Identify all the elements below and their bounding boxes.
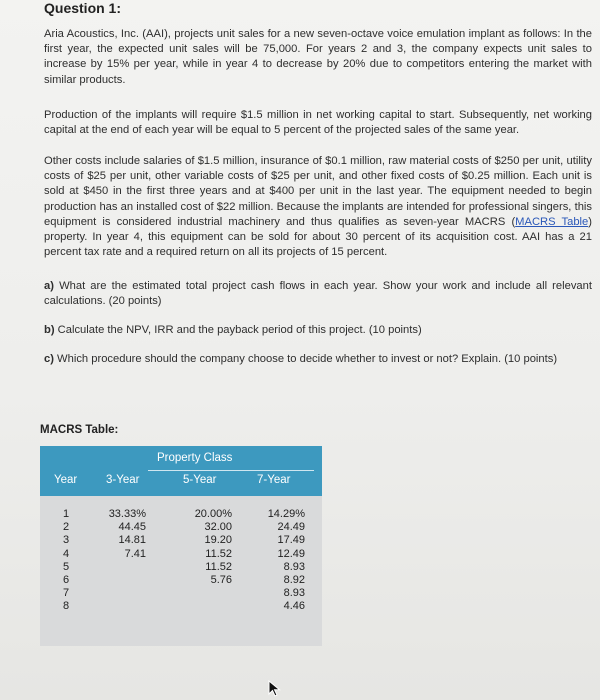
- table-cell: 5.76: [210, 574, 232, 587]
- seven-year-column-header: 7-Year: [257, 474, 291, 486]
- table-cell: 24.49: [277, 521, 305, 534]
- table-cell: 17.49: [277, 534, 305, 547]
- table-cell: 11.52: [205, 560, 232, 573]
- year-column: [60, 508, 72, 614]
- table-cell: 8.92: [283, 574, 305, 587]
- year-column-header: Year: [54, 474, 78, 486]
- table-cell: 2: [62, 521, 70, 534]
- table-cell: 14.29%: [267, 508, 305, 520]
- table-cell: 33.33%: [108, 508, 146, 520]
- five-year-column: [184, 508, 232, 587]
- table-cell: 11.52: [205, 547, 232, 560]
- table-cell: 6: [62, 574, 70, 587]
- table-cell: 3: [62, 534, 70, 547]
- three-year-column-header: 3-Year: [106, 474, 140, 486]
- table-cell: 5: [62, 560, 70, 573]
- paragraph-costs: [44, 154, 592, 260]
- five-year-column-header: 5-Year: [183, 474, 217, 486]
- table-cell: 14.81: [118, 534, 146, 547]
- table-cell: 44.45: [118, 521, 146, 534]
- paragraph-sales: Aria Acoustics, Inc. (AAI), projects unit sales for a new seven-octave voice emulation implant as follows: In the first year, the expected unit sales will be 75,000. For years 2 and 3, the company expects unit sales to increase by 15% per year, while in year 4 to decrease by 20% due to competitors entering the market with similar products.: [44, 28, 592, 86]
- table-cell: 4.46: [283, 600, 305, 613]
- macrs-table-label: MACRS Table:: [40, 424, 119, 436]
- question-title: Question 1:: [44, 0, 122, 16]
- paragraph-costs-text: Other costs include salaries of $1.5 million, insurance of $0.1 million, raw material costs of $250 per unit, utility costs of $25 per unit, other variable costs of $25 per unit, and other fixed costs of $0.25 million. Each unit is sold at $450 in the first three years and at $400 per unit in the last year. The equipment needed to begin production has an installed cost of $22 million. Because the implants are intended for professional singers, this equipment is considered industrial machinery and thus qualifies as seven-year MACRS (: [44, 155, 592, 228]
- table-cell: 7.41: [124, 547, 146, 560]
- table-cell: 4: [62, 547, 70, 560]
- question-c-text: Which procedure should the company choose to decide whether to invest or not? Explain. (10 points): [53, 353, 558, 365]
- macrs-table: [40, 446, 322, 646]
- paragraph-costs-text-end: ) property. In year 4, this equipment can be sold for about 30 percent of its acquisition cost. AAI has a 21 percent tax rate and a required return on all its projects of 15 percent.: [44, 215, 592, 259]
- question-c-label: c): [44, 353, 54, 365]
- table-cell: 1: [62, 508, 70, 520]
- table-cell: 7: [62, 587, 70, 600]
- header-divider: [148, 470, 314, 471]
- question-b-label: b): [44, 324, 55, 336]
- three-year-column: [108, 508, 146, 561]
- question-b: [44, 323, 592, 338]
- table-cell: 8.93: [283, 560, 305, 573]
- seven-year-column: [259, 508, 305, 614]
- question-a-text: What are the estimated total project cash flows in each year. Show your work and include all relevant calculations. (20 points): [44, 280, 592, 308]
- question-b-text: Calculate the NPV, IRR and the payback period of this project. (10 points): [54, 324, 422, 336]
- question-c: [44, 352, 592, 367]
- table-cell: 8: [62, 600, 70, 613]
- table-cell: 8.93: [283, 587, 305, 600]
- question-a: [44, 279, 592, 309]
- mouse-pointer-icon: [268, 680, 282, 698]
- table-cell: 32.00: [204, 521, 232, 534]
- table-cell: 19.20: [204, 534, 232, 547]
- table-cell: 12.49: [277, 547, 305, 560]
- paragraph-working-capital: Production of the implants will require $1.5 million in net working capital to start. Subsequently, net working capital at the end of each year will be equal to 5 percent of the projected sales of the same year.: [44, 109, 592, 137]
- macrs-table-link[interactable]: MACRS Table: [515, 215, 589, 228]
- property-class-header: Property Class: [157, 452, 233, 464]
- table-cell: 20.00%: [194, 508, 232, 520]
- macrs-table-header: [40, 446, 322, 496]
- question-a-label: a): [44, 280, 54, 292]
